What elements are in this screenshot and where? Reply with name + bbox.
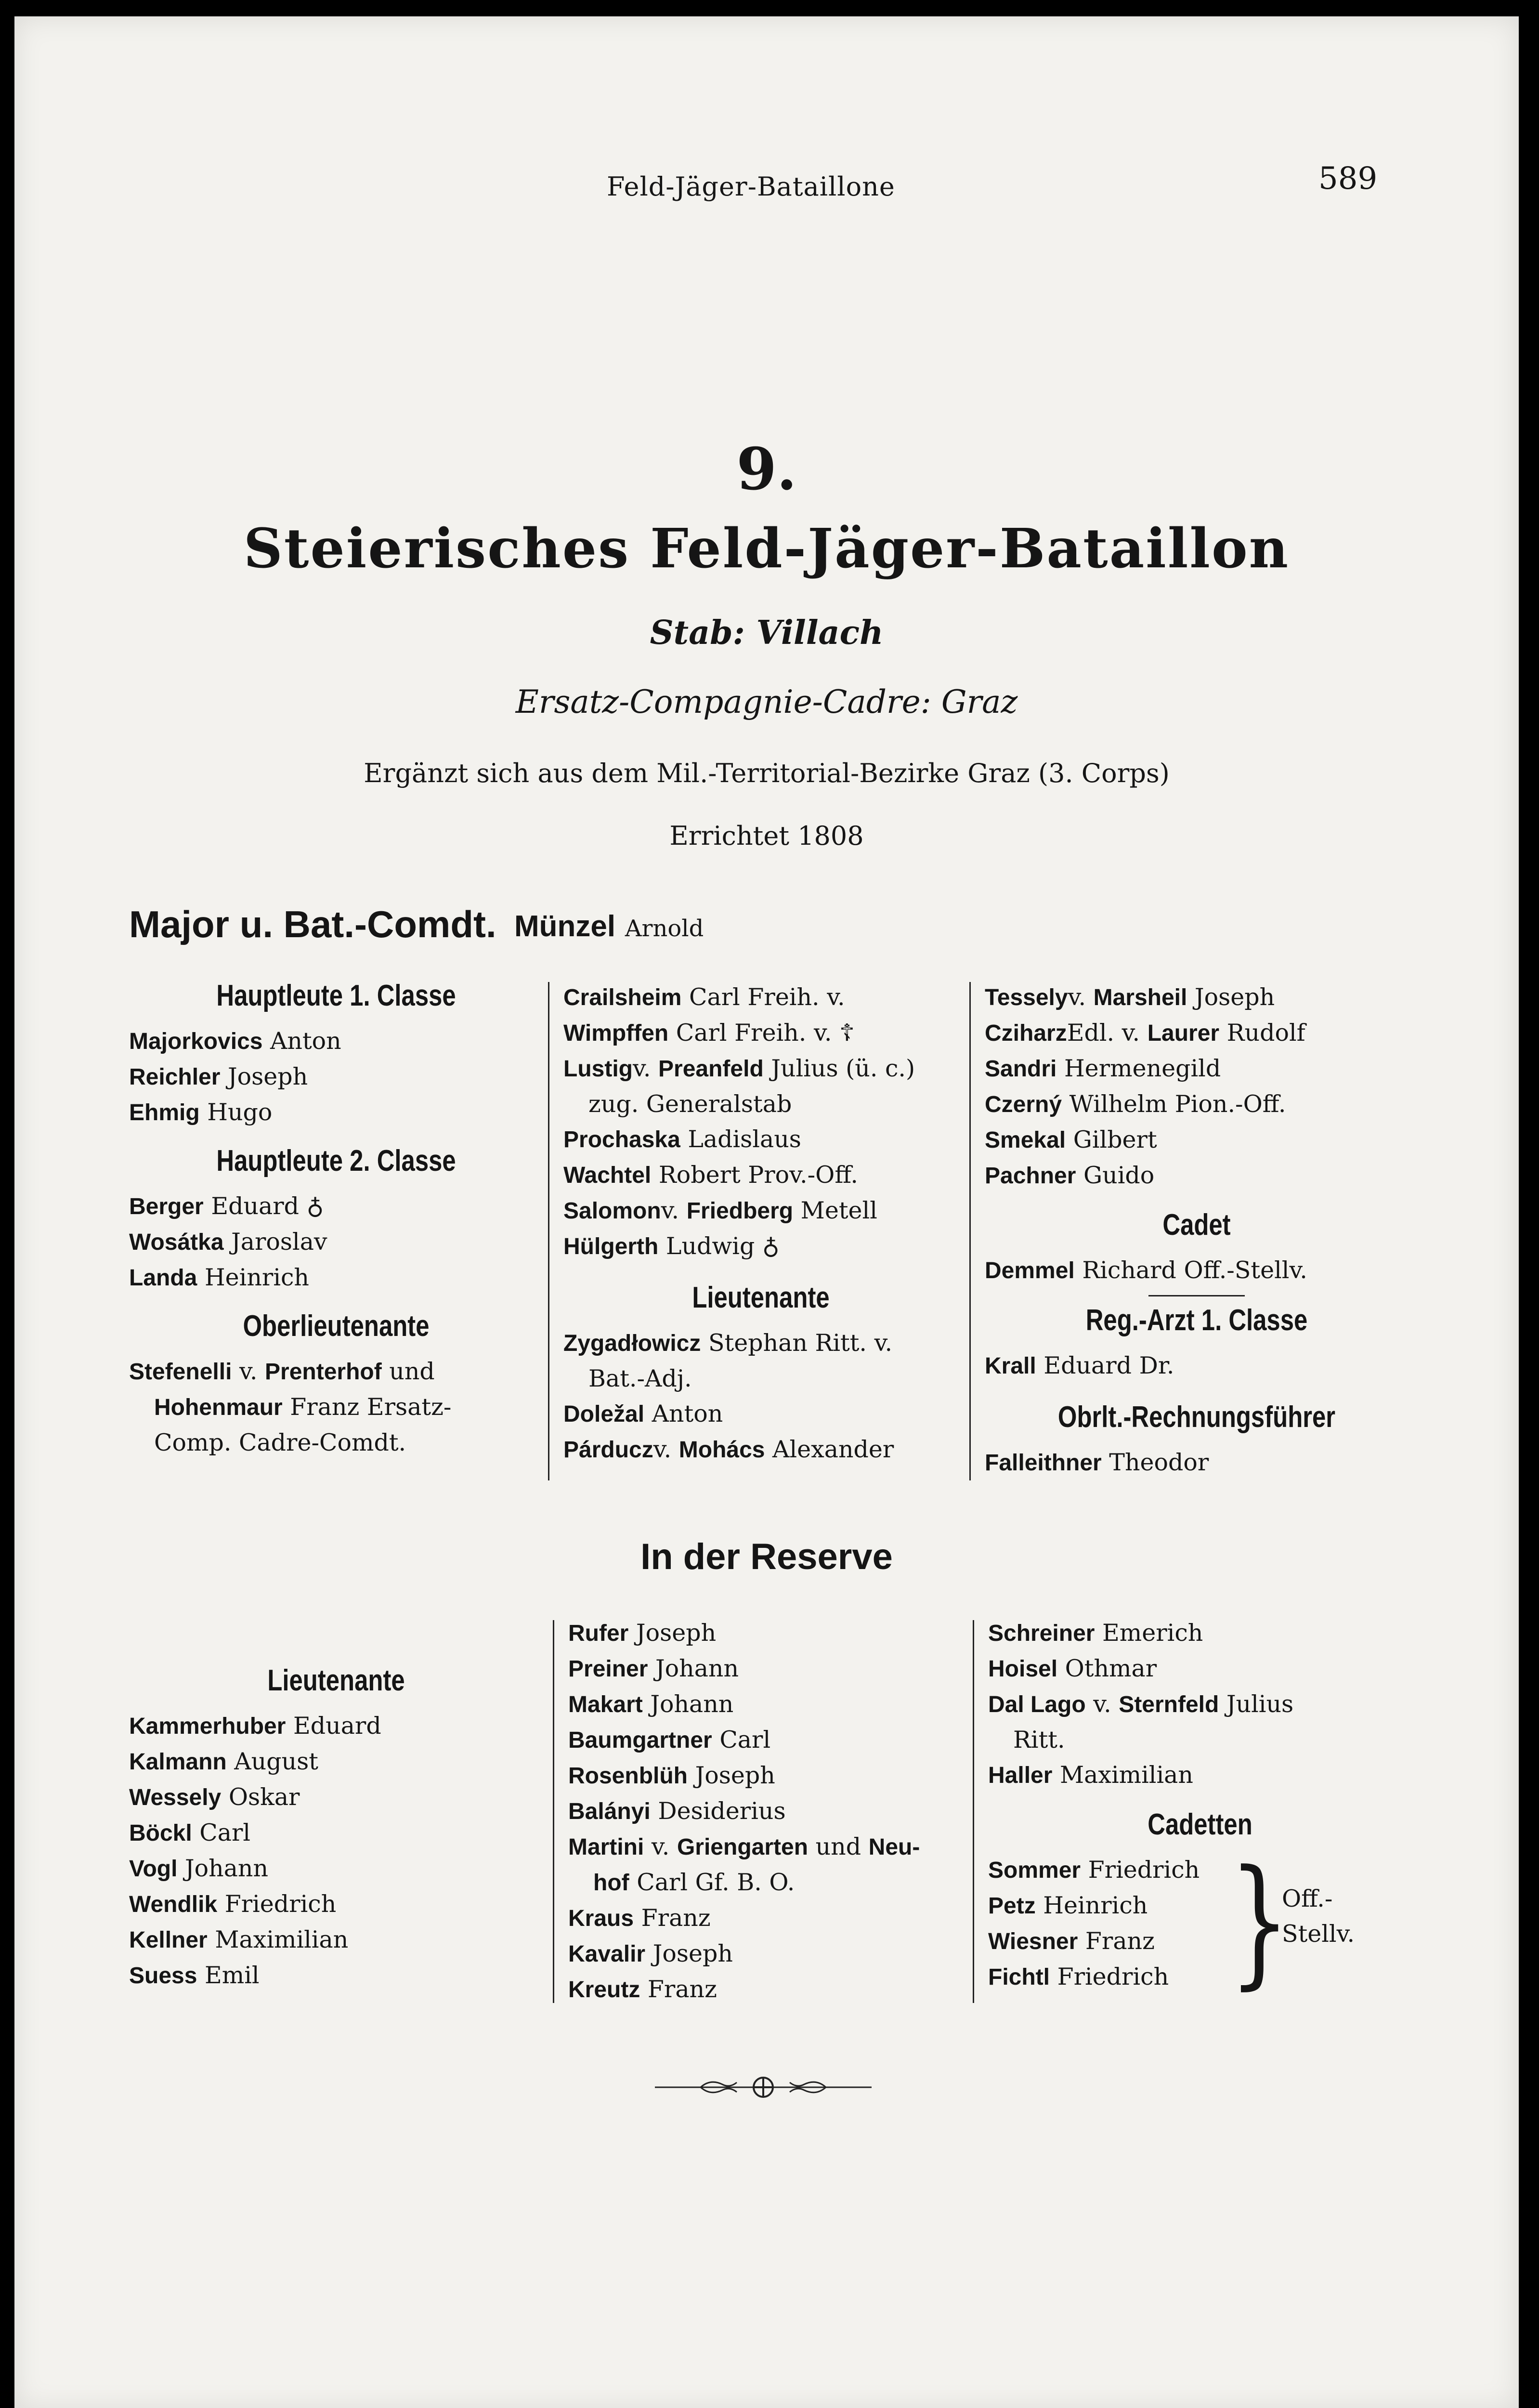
list-item: Rufer Joseph xyxy=(568,1619,717,1647)
list-item: Rosenblüh Joseph xyxy=(568,1762,775,1789)
heading-hauptleute-2: Hauptleute 2. Classe xyxy=(216,1144,456,1178)
list-item: Majorkovics Anton xyxy=(129,1027,341,1055)
founded-year: Errichtet 1808 xyxy=(669,821,864,851)
list-item: Lustigv. Preanfeld Julius (ü. c.) xyxy=(563,1055,915,1082)
list-item: Suess Emil xyxy=(129,1962,260,1989)
reserve-column-3 xyxy=(988,1615,1412,2003)
list-item: Ritt. xyxy=(1013,1726,1065,1754)
right-brace: } xyxy=(1229,1840,1291,2003)
staff-location: Stab: Villach xyxy=(650,614,884,652)
ornament-divider xyxy=(655,2073,872,2102)
list-item: Demmel Richard Off.-Stellv. xyxy=(985,1256,1307,1284)
list-item: Falleithner Theodor xyxy=(985,1449,1209,1476)
major-entry xyxy=(514,908,704,943)
heading-lieutenante: Lieutenante xyxy=(692,1281,830,1314)
list-item: Kraus Franz xyxy=(568,1904,711,1932)
list-item: Wachtel Robert Prov.-Off. xyxy=(563,1161,858,1189)
list-item: Crailsheim Carl Freih. v. xyxy=(563,983,845,1011)
list-item: Hohenmaur Franz Ersatz- xyxy=(154,1393,452,1421)
heading-reserve-lieutenante: Lieutenante xyxy=(267,1664,405,1697)
list-item: Zygadłowicz Stephan Ritt. v. xyxy=(563,1329,893,1357)
list-item: Salomonv. Friedberg Metell xyxy=(563,1197,877,1224)
major-label: Major u. Bat.-Comdt. xyxy=(129,903,496,945)
heading-oberlieutenante: Oberlieutenante xyxy=(243,1309,430,1343)
recruitment-district: Ergänzt sich aus dem Mil.-Territorial-Bezirke Graz (3. Corps) xyxy=(364,758,1170,788)
list-item: Pachner Guido xyxy=(985,1162,1155,1189)
column-3 xyxy=(985,980,1409,1480)
reserve-column-1 xyxy=(129,1654,543,1993)
list-item: Krall Eduard Dr. xyxy=(985,1352,1174,1379)
list-item: Hülgerth Ludwig ♁ xyxy=(563,1232,780,1260)
list-item: Wendlik Friedrich xyxy=(129,1890,337,1918)
column-divider xyxy=(973,1620,974,2003)
list-item: Schreiner Emerich xyxy=(988,1619,1203,1647)
list-item: Kellner Maximilian xyxy=(129,1926,349,1953)
list-item: Dal Lago v. Sternfeld Julius xyxy=(988,1690,1294,1718)
list-item: Sandri Hermenegild xyxy=(985,1055,1221,1082)
list-item: Comp. Cadre-Comdt. xyxy=(154,1429,406,1456)
list-item: Doležal Anton xyxy=(563,1400,723,1427)
list-item: Hoisel Othmar xyxy=(988,1655,1157,1682)
reserve-heading: In der Reserve xyxy=(640,1536,893,1577)
list-item: Prochaska Ladislaus xyxy=(563,1125,801,1153)
list-item: hof Carl Gf. B. O. xyxy=(593,1869,795,1896)
heading-regimentsarzt: Reg.-Arzt 1. Classe xyxy=(1085,1304,1308,1337)
list-item: Makart Johann xyxy=(568,1690,734,1718)
major-firstname: Arnold xyxy=(625,915,704,942)
list-item: Tesselyv. Marsheil Joseph xyxy=(985,983,1275,1011)
list-item: Vogl Johann xyxy=(129,1855,269,1882)
running-title: Feld-Jäger-Bataillone xyxy=(607,171,895,202)
list-item: Reichler Joseph xyxy=(129,1063,308,1090)
list-item: Haller Maximilian xyxy=(988,1761,1193,1789)
battalion-number: 9. xyxy=(736,435,797,503)
document-page xyxy=(14,16,1519,2408)
list-item: Kavalir Joseph xyxy=(568,1940,733,1967)
list-item: Preiner Johann xyxy=(568,1655,739,1682)
list-item: Kammerhuber Eduard xyxy=(129,1712,381,1740)
list-item: Landa Heinrich xyxy=(129,1264,309,1291)
list-item: Wessely Oskar xyxy=(129,1783,300,1811)
list-item: Wiesner Franz xyxy=(988,1927,1155,1955)
list-item: Párduczv. Mohács Alexander xyxy=(563,1436,894,1463)
column-divider xyxy=(548,982,549,1480)
heading-cadetten: Cadetten xyxy=(1148,1808,1252,1841)
list-item: Bat.-Adj. xyxy=(588,1365,692,1392)
heading-rechnungsfuehrer: Obrlt.-Rechnungsführer xyxy=(1057,1400,1336,1434)
battalion-title: Steierisches Feld-Jäger-Bataillon xyxy=(243,517,1290,580)
list-item: Smekal Gilbert xyxy=(985,1126,1157,1153)
cadetten-note: Off.- xyxy=(1282,1885,1333,1912)
cadetten-note: Stellv. xyxy=(1282,1920,1355,1948)
list-item: Petz Heinrich xyxy=(988,1892,1148,1919)
list-item: Martini v. Griengarten und Neu- xyxy=(568,1833,920,1860)
heading-hauptleute-1: Hauptleute 1. Classe xyxy=(216,979,456,1012)
replacement-cadre: Ersatz-Compagnie-Cadre: Graz xyxy=(515,683,1018,720)
reserve-column-2 xyxy=(568,1615,963,2007)
list-item: Berger Eduard ♁ xyxy=(129,1192,324,1220)
heading-cadet: Cadet xyxy=(1162,1208,1231,1242)
list-item: Böckl Carl xyxy=(129,1819,251,1846)
divider xyxy=(1148,1295,1245,1296)
list-item: zug. Generalstab xyxy=(588,1090,792,1118)
list-item: Wosátka Jaroslav xyxy=(129,1228,327,1256)
page-number: 589 xyxy=(1318,161,1378,196)
list-item: Czerný Wilhelm Pion.-Off. xyxy=(985,1090,1286,1118)
list-item: Ehmig Hugo xyxy=(129,1099,273,1126)
list-item: Kreutz Franz xyxy=(568,1976,717,2003)
list-item: CziharzEdl. v. Laurer Rudolf xyxy=(985,1019,1305,1047)
column-2 xyxy=(563,980,958,1467)
column-1 xyxy=(129,970,543,1460)
list-item: Wimpffen Carl Freih. v. ☦ xyxy=(563,1019,855,1047)
column-divider xyxy=(553,1620,554,2003)
list-item: Kalmann August xyxy=(129,1748,319,1775)
list-item: Balányi Desiderius xyxy=(568,1797,786,1825)
list-item: Fichtl Friedrich xyxy=(988,1963,1169,1990)
list-item: Baumgartner Carl xyxy=(568,1726,771,1754)
list-item: Stefenelli v. Prenterhof und xyxy=(129,1358,435,1385)
major-surname: Münzel xyxy=(514,910,616,943)
column-divider xyxy=(969,982,971,1480)
list-item: Sommer Friedrich xyxy=(988,1856,1200,1884)
